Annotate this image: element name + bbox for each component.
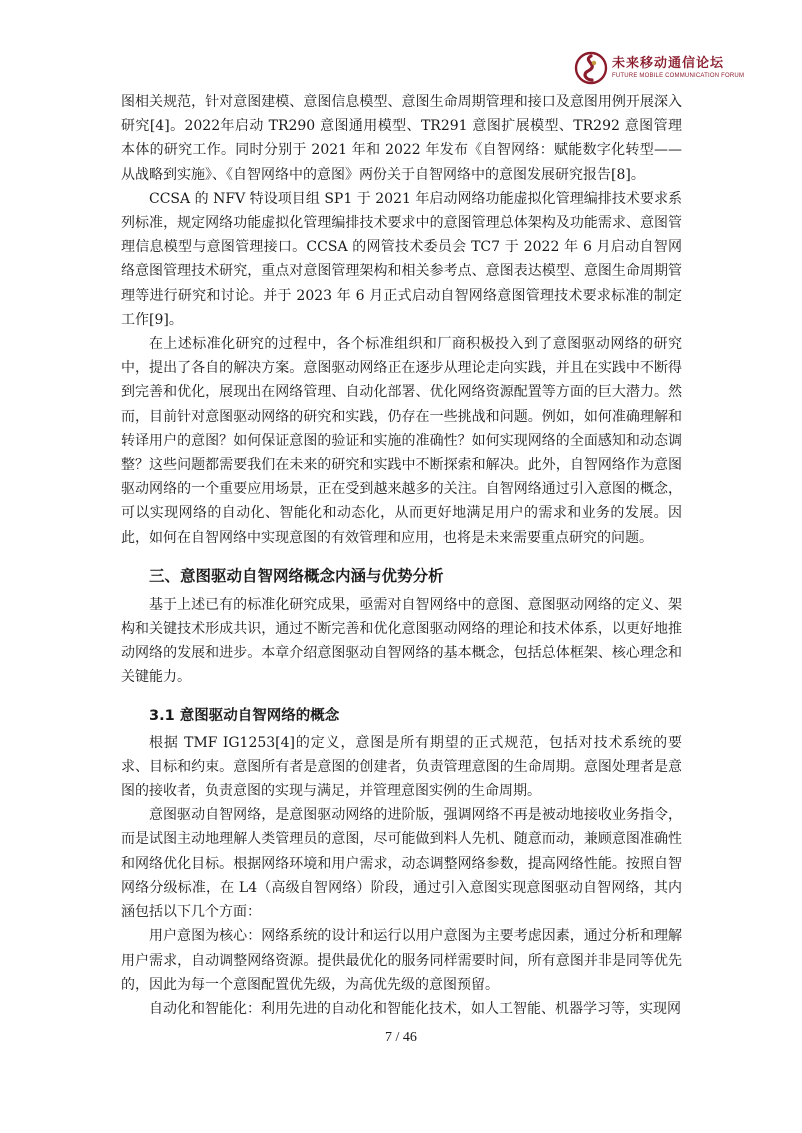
section-heading-3: 三、意图驱动自智网络概念内涵与优势分析: [149, 566, 444, 585]
paragraph-intent-definition: 根据 TMF IG1253[4]的定义，意图是所有期望的正式规范，包括对技术系统的要求、目标和约束。意图所有者是意图的创建者，负责管理意图的生命周期。意图处理者是意图的接收者，负责意图的实现与满足，并管理意图实例的生命周期。: [121, 734, 682, 800]
header-logo: [574, 50, 744, 86]
page-number: 7 / 46: [385, 1030, 417, 1045]
document-body: [121, 90, 682, 1021]
logo-title-en: FUTURE MOBILE COMMUNICATION FORUM: [612, 73, 745, 79]
paragraph-ccsa-standards: CCSA 的 NFV 特设项目组 SP1 于 2021 年启动网络功能虚拟化管理编排技术要求系列标准，规定网络功能虚拟化管理编排技术要求中的意图管理总体架构及功能需求、意图管理信息模型与意图管理接口。CCSA 的网管技术委员会 TC7 于 2022 年 6 月启动自智网络意图管理技术研究，重点对意图管理架构和相关参考点、意图表达模型、意图生命周期管理等进行研究和讨论。并于 2023 年 6 月正式启动自智网络意图管理技术要求标准的制定工作[9]。: [121, 190, 682, 328]
subsection-heading-3-1: 3.1 意图驱动自智网络的概念: [149, 707, 340, 724]
logo-text: [612, 56, 744, 80]
forum-logo-icon: [574, 51, 608, 85]
paragraph-research-challenges: 在上述标准化研究的过程中，各个标准组织和厂商积极投入到了意图驱动网络的研究中，提出了各自的解决方案。意图驱动网络正在逐步从理论走向实践，并且在实践中不断得到完善和优化，展现出在网络管理、自动化部署、优化网络资源配置等方面的巨大潜力。然而，目前针对意图驱动网络的研究和实践，仍存在一些挑战和问题。例如，如何准确理解和转译用户的意图？如何保证意图的验证和实施的准确性？如何实现网络的全面感知和动态调整？这些问题都需要我们在未来的研究和实践中不断探索和解决。此外，自智网络作为意图驱动网络的一个重要应用场景，正在受到越来越多的关注。自智网络通过引入意图的概念，可以实现网络的自动化、智能化和动态化，从而更好地满足用户的需求和业务的发展。因此，如何在自智网络中实现意图的有效管理和应用，也将是未来需要重点研究的问题。: [121, 336, 682, 546]
paragraph-user-intent-core: 用户意图为核心：网络系统的设计和运行以用户意图为主要考虑因素，通过分析和理解用户需求，自动调整网络资源。提供最优化的服务同样需要时间，所有意图并非是同等优先的，因此为每一个意图配置优先级，为高优先级的意图预留。: [121, 928, 682, 993]
paragraph-automation-intelligence: 自动化和智能化：利用先进的自动化和智能化技术，如人工智能、机器学习等，实现网: [149, 1000, 681, 1017]
paragraph-tmf-intent-reports: 图相关规范，针对意图建模、意图信息模型、意图生命周期管理和接口及意图用例开展深入研究[4]。2022年启动 TR290 意图通用模型、TR291 意图扩展模型、TR292 意图管理本体的研究工作。同时分别于 2021 年和 2022 年发布《自智网络：赋能数字化转型——从战略到实施》、《自智网络中的意图》两份关于自智网络中的意图发展研究报告[8]。: [121, 94, 682, 183]
logo-title-cn: 未来移动通信论坛: [612, 56, 725, 71]
paragraph-intent-driven-network: 意图驱动自智网络，是意图驱动网络的进阶版，强调网络不再是被动地接收业务指令，而是试图主动地理解人类管理员的意图，尽可能做到料人先机、随意而动，兼顾意图准确性和网络优化目标。根据网络环境和用户需求，动态调整网络参数，提高网络性能。按照自智网络分级标准，在 L4（高级自智网络）阶段，通过引入意图实现意图驱动自智网络，其内涵包括以下几个方面：: [121, 807, 682, 921]
paragraph-chapter-intro: 基于上述已有的标准化研究成果，亟需对自智网络中的意图、意图驱动网络的定义、架构和关键技术形成共识，通过不断完善和优化意图驱动网络的理论和技术体系，以更好地推动网络的发展和进步。本章介绍意图驱动自智网络的基本概念，包括总体框架、核心理念和关键能力。: [121, 596, 682, 686]
